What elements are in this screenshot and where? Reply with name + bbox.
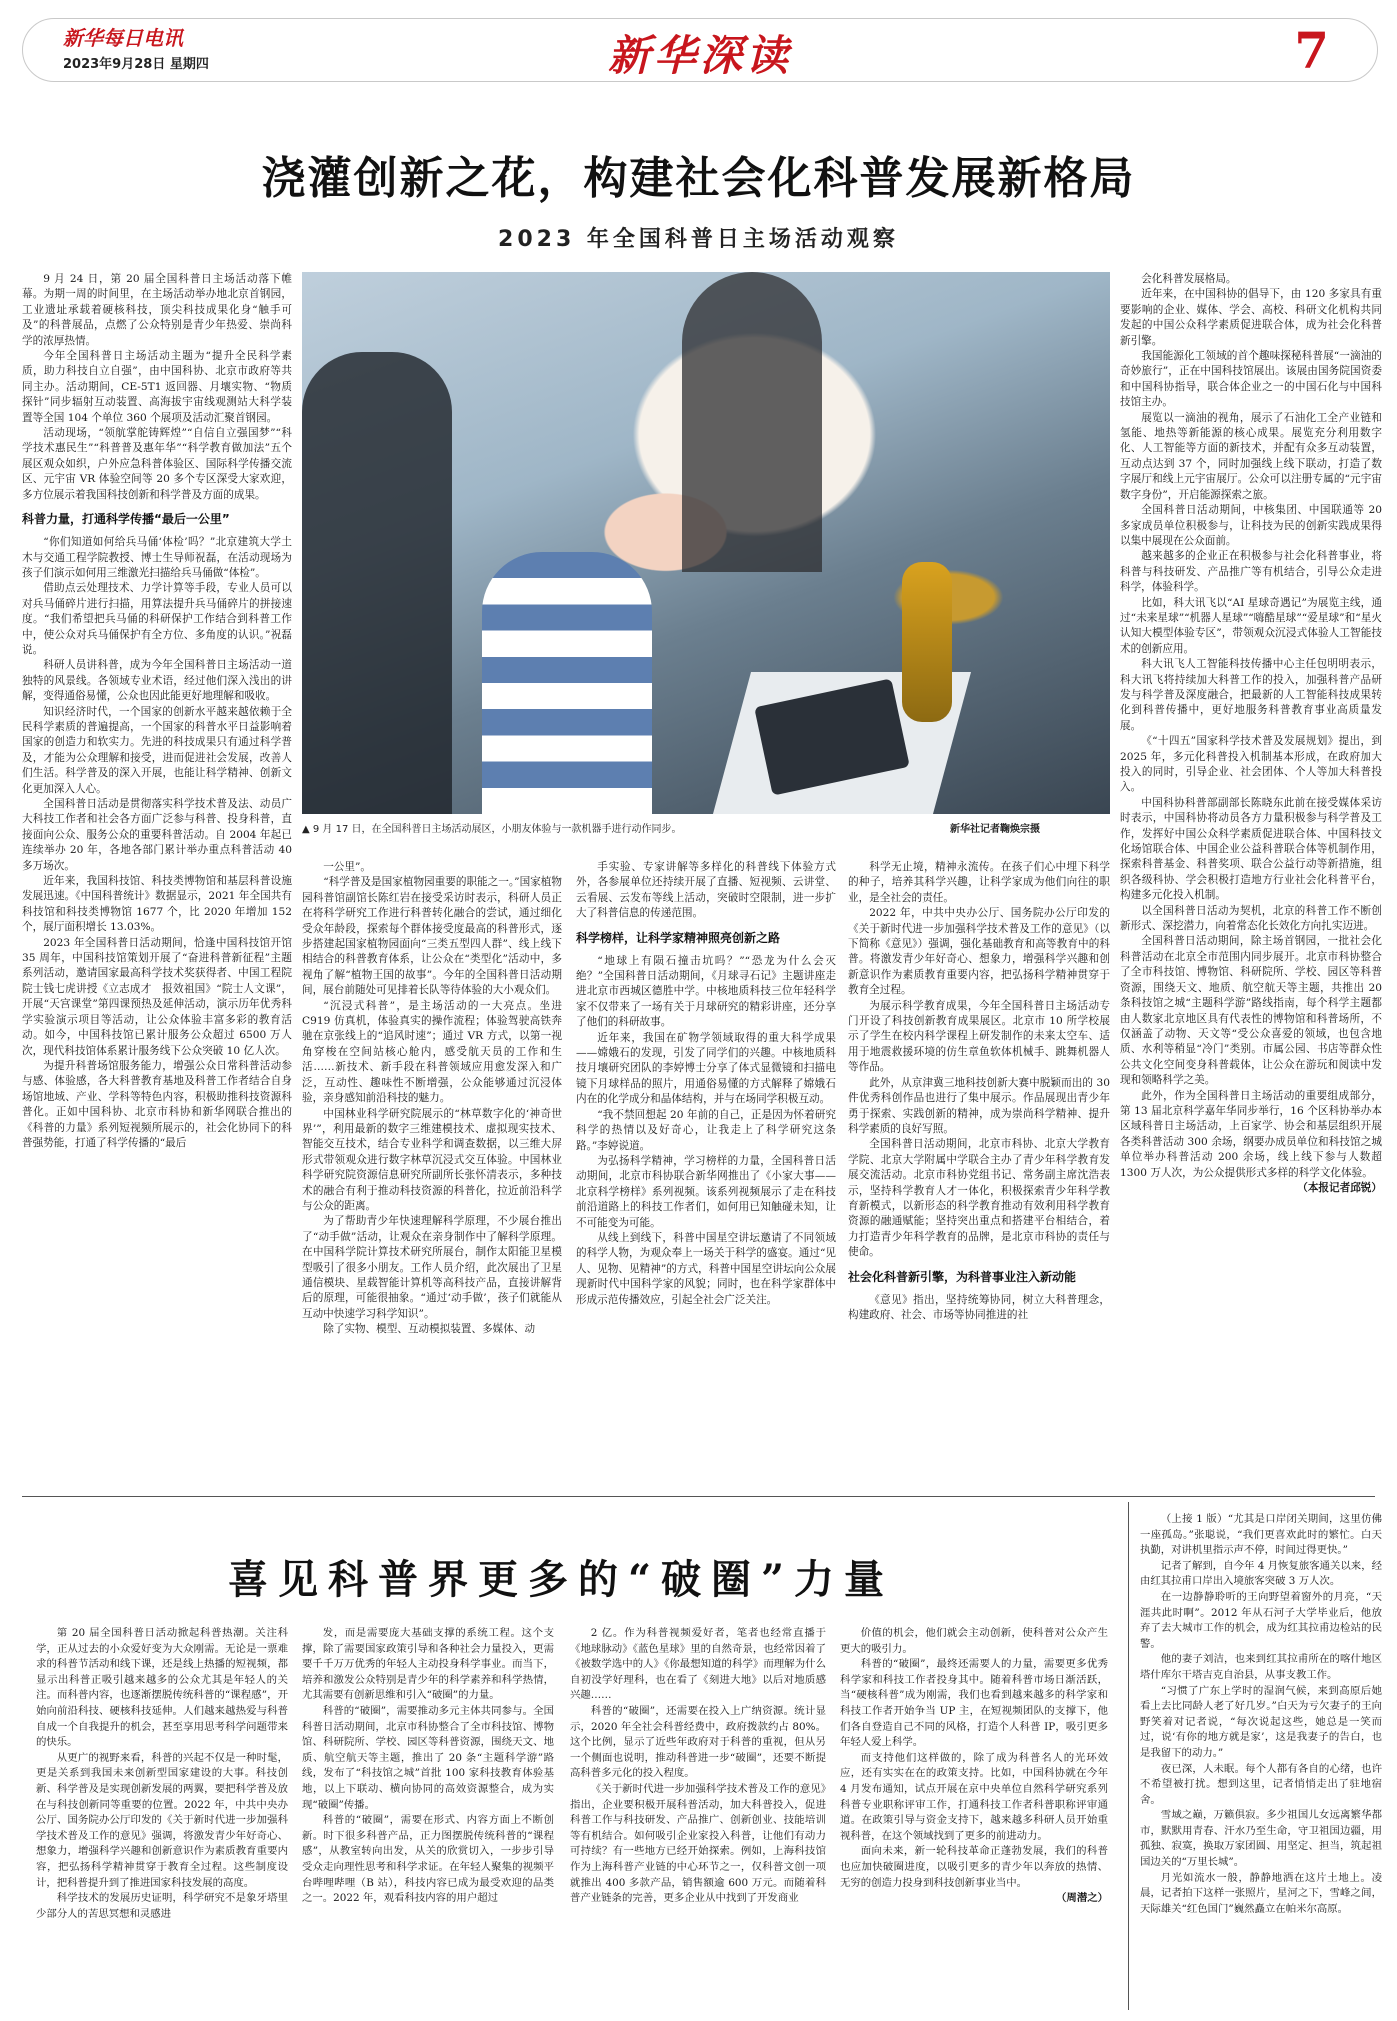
paragraph: 一公里”。 [323,861,371,873]
paragraph: 第 20 届全国科普日活动掀起科普热潮。关注科学，正从过去的小众爱好变为大众刚需。无论是一票难求的科普节活动和线下课，还是线上热播的短视频，都显示出科普正吸引越来越多的公众尤其是年轻人的关注。而科普内容，也逐渐摆脱传统科普的“课程感”，开始向前沿科技、硬核科技延伸。人们越来越热爱与科普自成一个自我提升的机会，甚至享用思考科学问题带来的快乐。 [36,1627,288,1749]
paragraph: 借助点云处理技术、力学计算等手段，专业人员可以对兵马俑碎片进行扫描，用算法提升兵马俑碎片的拼接速度。“我们希望把兵马俑的科研保护工作结合到科普工作中，使公众对兵马俑保护有全方位、多角度的认识。”祝磊说。 [22,582,292,656]
section-divider [22,1496,1375,1497]
paragraph: 科普的“破圈”，还需要在投入上广纳资源。统计显示，2020 年全社会科普经费中，政府拨款约占 80%。这个比例，显示了近些年政府对于科普的重视，但从另一个侧面也说明，推动科普进一步“破圈”，还要不断提高科普多元化的投入程度。 [570,1704,826,1780]
paragraph: 科大讯飞人工智能科技传播中心主任包明明表示，科大讯飞将持续加大科普工作的投入，加强科普产品研发与科学普及深度融合，把最新的人工智能科技成果转化到科普传播中，更好地服务科普教育事业高质量发展。 [1120,658,1382,732]
article2-column-3 [570,1626,826,2012]
paragraph: “科学普及是国家植物园重要的职能之一。”国家植物园科普馆副馆长陈红岩在接受采访时表示，科研人员正在将科学研究工作进行科普转化融合的尝试，通过细化受众年龄段，探索每个群体接受度最高的科普形式，逐步搭建起国家植物园面向“三类五型四人群”、线上线下相结合的科普教育体系，让公众在“类型化”活动中，多视角了解“植物王国的故事”。今年的全国科普日活动期间，展台前随处可见排着长队等待体验的大小观众们。 [302,876,562,997]
paragraph: （上接 1 版）“尤其是口岸闭关期间，这里仿佛一座孤岛。”张聪说，“我们更喜欢此时的繁忙。白天执勤，对讲机里指示声不停，时间过得更快。” [1140,1513,1382,1557]
brand-name: 新华每日电讯 [63,26,183,50]
paragraph: 以全国科普日活动为契机，北京的科普工作不断创新形式、深挖潜力，向着常态化长效化方向扎实迈进。 [1120,904,1382,933]
paragraph: “你们知道如何给兵马俑‘体检’吗？”北京建筑大学土木与交通工程学院教授、博士生导师祝磊，在活动现场为孩子们演示如何用三维激光扫描给兵马俑做“体检”。 [22,536,292,579]
paragraph: 近年来，在中国科协的倡导下，由 120 多家具有重要影响的企业、媒体、学会、高校、科研文化机构共同发起的中国公众科学素质促进联合体，成为社会化科普新引擎。 [1120,288,1382,347]
paragraph: 近年来，我国科技馆、科技类博物馆和基层科普设施发展迅速。《中国科普统计》数据显示，2021 年全国共有科技馆和科技类博物馆 1677 个，比 2020 年增加 152 个，展厅面积增长 13.03%。 [22,875,292,934]
paragraph: 记者了解到，自今年 4 月恢复旅客通关以来，经由红其拉甫口岸出入境旅客突破 3 万人次。 [1140,1559,1382,1588]
paragraph: 发，而是需要庞大基础支撑的系统工程。这个支撑，除了需要国家政策引导和各种社会力量投入，更需要千千万万优秀的年轻人主动投身科学事业。而当下，培养和激发公众特别是青少年的科学素养和科学热情，尤其需要有创新思维和引入“破圈”的力量。 [302,1627,554,1702]
event-photo [302,272,1110,814]
article1-column-1 [22,272,292,1484]
paragraph: 此外，从京津冀三地科技创新大赛中脱颖而出的 30 件优秀科创作品也进行了集中展示。作品展现出青少年勇于探索、实践创新的精神，成为崇尚科学精神、提升科学素质的良好写照。 [848,1076,1110,1135]
paragraph: 科研人员讲科普，成为今年全国科普日主场活动一道独特的风景线。各领域专业术语，经过他们深入浅出的讲解，变得通俗易懂，公众也因此能更好地理解和吸收。 [22,659,292,703]
section-heading: 科学榜样，让科学家精神照亮创新之路 [576,930,781,945]
paragraph: 为展示科学教育成果，今年全国科普日主场活动专门开设了科技创新教育成果展区。北京市 10 所学校展示了学生在校内科学课程上研发制作的未来太空车、适用于地震救援环境的仿生章鱼软体机械手、跳舞机器人等作品。 [848,999,1110,1074]
paragraph: 今年全国科普日主场活动主题为“提升全民科学素质，助力科技自立自强”，由中国科协、北京市政府等共同主办。活动期间，CE-5T1 返回器、月壤实物、“物质探针”同步辐射互动装置、高海拔宇宙线观测站大科学装置等全国 104 个单位 360 个展项及活动汇聚首钢园。 [22,350,292,424]
article1-column-2 [302,860,562,1484]
photo-credit: 新华社记者鞠焕宗摄 [950,824,1040,835]
section-heading: 社会化科普新引擎，为科普事业注入新动能 [848,1269,1077,1284]
issue-date: 2023年9月28日 星期四 [63,57,209,72]
photo-caption [302,820,1110,835]
paragraph: “地球上有陨石撞击坑吗？”“恐龙为什么会灭绝？”全国科普日活动期间，《月球寻石记》主题讲座走进北京市西城区德胜中学。中核地质科技三位年轻科学家不仅带来了一场有关于月球研究的精彩讲座，还分享了他们的科研故事。 [576,954,836,1029]
page-number: 7 [1294,21,1329,80]
paragraph: 而支持他们这样做的，除了成为科普名人的光环效应，还有实实在在的政策支持。比如，中国科协就在今年 4 月发布通知，试点开展在京中央单位自然科学研究系列科普专业职称评审工作，打通科技工作者科普职称评审通道。在政策引导与资金支持下，越来越多科研人员开始重视科普，在这个领域找到了更多的前进动力。 [840,1751,1108,1842]
paragraph: 展览以一滴油的视角，展示了石油化工全产业链和氢能、地热等新能源的核心成果。展览充分利用数字化、人工智能等方面的新技术，并配有众多互动装置，互动点达到 37 个，同时加强线上线下联动，打造了数字展厅和线上元宇宙展厅。公众可以注册专属的“元宇宙数字身份”，开启能源探索之旅。 [1120,411,1382,501]
paragraph: 全国科普日活动期间，除主场首钢园，一批社会化科普活动在北京全市范围内同步展开。北京市科协整合了全市科技馆、博物馆、科研院所、学校、园区等科普资源，围绕天文、地质、航空航天等主题，共推出 20 条科技馆之城“主题科学游”路线指南，每个科学主题都由人数家北京地区具有代表性的博物馆和科普场所，不仅涵盖了动物、天文等“受公众喜爱的领域，也包含地质、水利等稍显“冷门”类别。市属公园、书店等群众性公共文化空间变身科普载体，让公众在游玩和阅读中发现和领略科学之美。 [1120,935,1382,1087]
masthead [22,18,1378,82]
paragraph: 科学无止境，精神永流传。在孩子们心中埋下科学的种子，培养其科学兴趣，让科学家成为他们向往的职业，是全社会的责任。 [848,861,1110,904]
paragraph: 越来越多的企业正在积极参与社会化科普事业，将科普与科技研发、产品推广等有机结合，引导公众走进科学，体验科学。 [1120,550,1382,594]
main-subhead: 2023 年全国科普日主场活动观察 [498,227,899,252]
paragraph: 活动现场，“领航掌舵铸辉煌”“自信自立强国梦”“科学技术惠民生”“科普普及惠年华”“科学教育做加法”五个展区观众如织，户外应急科普体验区、国际科学传播交流区、元宇宙 VR 体验空间等 20 多个专区深受大家欢迎，多方位展示着我国科技创新和科学普及方面的成果。 [22,427,292,501]
paragraph: 会化科普发展格局。 [1141,273,1237,285]
paragraph: 雪域之巅，万籁俱寂。多少祖国儿女远离繁华都市，默默用青春、汗水乃至生命，守卫祖国边疆，用孤独、寂寞，换取万家团圆、用坚定、担当，筑起祖国边关的“万里长城”。 [1140,1809,1382,1869]
paragraph: 科普的“破圈”，最终还需要人的力量，需要更多优秀科学家和科技工作者投身其中。随着科普市场日渐活跃，当“硬核科普”成为刚需，我们也看到越来越多的科学家和科技工作者开始争当 UP 主，在短视频团队的支撑下，他们各自登造自己不同的风格，打造个人科普 IP，吸引更多年轻人爱上科学。 [840,1658,1108,1749]
second-headline: 喜见科普界更多的“破圈”力量 [227,1556,894,1603]
paragraph: “习惯了广东上学时的湿润气候，来到高原后她看上去比同龄人老了好几岁。”白天为亏欠妻子的王向野笑着对记者说，“每次说起这些，她总是一笑而过，说‘有你的地方就是家’，这是我妻子的告白，也是我留下的动力。” [1140,1684,1382,1759]
article1-column-4 [848,860,1110,1484]
paragraph: 手实验、专家讲解等多样化的科普线下体验方式外，各参展单位还持续开展了直播、短视频、云讲堂、云看展、云发布等线上活动，突破时空限制，进一步扩大了科普信息的传递范围。 [576,861,836,920]
paragraph: 为了帮助青少年快速理解科学原理，不少展台推出了“动手做”活动，让观众在亲身制作中了解科学原理。在中国科学院计算技术研究所展台，制作太阳能卫星模型吸引了很多小朋友。工作人员介绍，此次展出了卫星通信模块、星载智能计算机等高科技产品，直接讲解背后的原理，可能很抽象。“通过‘动手做’，孩子们就能从互动中快速学习科学知识”。 [302,1215,562,1320]
paragraph: 2022 年，中共中央办公厅、国务院办公厅印发的《关于新时代进一步加强科学技术普及工作的意见》（以下简称《意见》）强调，强化基础教育和高等教育中的科普。将激发青少年好奇心、想象力，增强科学兴趣和创新意识作为素质教育重要内容，把弘扬科学精神贯穿于教育全过程。 [848,907,1110,997]
article1-column-5 [1120,272,1382,1484]
article2-column-2 [302,1626,554,2012]
paragraph: 面向未来，新一轮科技革命正蓬勃发展，我们的科普也应加快破圈进度，以吸引更多的青少年以奔放的热情、无穷的创造力投身到科技创新事业当中。 [840,1845,1108,1889]
paragraph: 全国科普日活动期间，北京市科协、北京大学教育学院、北京大学附属中学联合主办了青少年科学教育发展交流活动。北京市科协党组书记、常务副主席沈浩表示，坚持科学教育人才一体化，积极探索青少年科学教育新模式，以新形态的科学教育推动有效利用科学教育资源的融通赋能；坚持突出重点和搭建平台相结合，着力打造青少年科学教育的品牌，是北京市科协的责任与使命。 [848,1138,1110,1259]
paragraph: 《“十四五”国家科学技术普及发展规划》提出，到 2025 年，多元化科普投入机制基本形成，在政府加大投入的同时，引导企业、社会团体、个人等加大科普投入。 [1120,735,1382,794]
paragraph: 全国科普日活动是贯彻落实科学技术普及法、动员广大科技工作者和社会各方面广泛参与科普、投身科普，直接面向公众、服务公众的重要科普活动。自 2004 年起已连续举办 20 年，各地各部门累计举办重点科普活动 40 多万场次。 [22,798,292,872]
paragraph: 《关于新时代进一步加强科学技术普及工作的意见》指出，企业要积极开展科普活动，加大科普投入，促进科普工作与科技研发、产品推广、创新创业、技能培训等有机结合。如何吸引企业家投入科普，让他们有动力可持续？有一些地方已经开始探索。例如，上海科技馆作为上海科普产业链的中心环节之一，仅科普文创一项就推出 400 多款产品，销售额逾 600 万元。而随着科普产业链条的完善，更多企业从中找到了开发商业 [570,1782,826,1905]
paragraph: 从更广的视野来看，科普的兴起不仅是一种时髦，更是关系到我国未来创新型国家建设的大事。科技创新、科学普及是实现创新发展的两翼，要把科学普及放在与科技创新同等重要的位置。2022 年，中共中央办公厅、国务院办公厅印发的《关于新时代进一步加强科学技术普及工作的意见》强调，将激发青少年好奇心、想象力，增强科学兴趣和创新意识作为素质教育重要内容，把弘扬科学精神贯穿于教育全过程。这些制度设计，把科普提升到了推进国家科技发展的高度。 [36,1751,288,1889]
main-headline: 浇灌创新之花，构建社会化科普发展新格局 [261,153,1136,204]
article1-column-3 [576,860,836,1484]
paragraph: 他的妻子刘洁，也来到红其拉甫所在的喀什地区塔什库尔干塔吉克自治县，从事支教工作。 [1140,1653,1382,1681]
paragraph: 此外，作为全国科普日主场活动的重要组成部分，第 13 届北京科学嘉年华同步举行，16 个区科协举办本区域科普日主场活动，上百家学、协会和基层组织开展各类科普活动 300 余场，纲要办成员单位和科技馆之城单位举办科普活动 200 余场，线上线下参与人数超 1300 万人次，为公众提供形式多样的科学文化体验。 [1120,1089,1382,1179]
paragraph: 科普的“破圈”，需要在形式、内容方面上不断创新。时下很多科普产品，正力图摆脱传统科普的“课程感”，从教室转向出发，从关的欣赏切入，一步步引导受众走向理性思考和科学求证。在年轻人聚集的视频平台哔哩哔哩（B 站），科技内容已成为最受欢迎的品类之一。2022 年，观看科技内容的用户超过 [302,1814,554,1905]
paragraph: 科学技术的发展历史证明，科学研究不是象牙塔里少部分人的苦思冥想和灵感进 [36,1892,288,1920]
section-heading: 科普力量，打通科学传播“最后一公里” [22,512,230,527]
article2-column-4 [840,1626,1108,2012]
paragraph: 在一边静静聆听的王向野望着窗外的月亮，“天涯共此时啊”。2012 年从石河子大学毕业后，他放弃了去大城市工作的机会，成为红其拉甫边检站的民警。 [1140,1590,1382,1650]
article2-column-1 [36,1626,288,2012]
paragraph: 知识经济时代，一个国家的创新水平越来越依赖于全民科学素质的普遍提高，一个国家的科普水平日益影响着国家的创造力和软实力。先进的科技成果只有通过科学普及，才能为公众理解和接受，进而促进社会发展，改善人们生活。科学普及的深入开展，也能让科学精神、创新文化更加深入人心。 [22,705,292,795]
paragraph: 全国科普日活动期间，中核集团、中国联通等 20 多家成员单位积极参与，让科技为民的创新实践成果得以集中展现在公众面前。 [1120,504,1382,547]
paragraph: “沉浸式科普”，是主场活动的一大亮点。坐进 C919 仿真机，体验真实的操作流程；体验驾驶高铁奔驰在京张线上的“追风时速”；通过 VR 方式，以第一视角穿梭在空间站核心舱内，感受航天员的工作和生活……新技术、新手段在科普领域应用愈发深入和广泛，互动性、趣味性不断增强，公众能够通过沉浸体验，亲身感知前沿科技的魅力。 [302,999,562,1105]
paragraph: 价值的机会，他们就会主动创新，使科普对公众产生更大的吸引力。 [840,1627,1108,1655]
paragraph: 中国林业科学研究院展示的“林草数字化的‘神奇世界’”，利用最新的数字三维建模技术、虚拟现实技术、智能交互技术，结合专业科学和调查数据，以三维大屏形式带领观众进行数字林草沉浸式交互体验。中国林业科学研究院资源信息研究所副所长张怀清表示，多种技术的融合有利于推动科技资源的科普化，拉近前沿科学与公众的距离。 [302,1107,562,1212]
author-byline: （周潜之） [1056,1892,1108,1905]
paragraph: 2023 年全国科普日活动期间，恰逢中国科技馆开馆 35 周年，中国科技馆策划开展了“奋进科普新征程”主题系列活动，邀请国家最高科学技术奖获得者、中国工程院院士钱七虎讲授《立志成才 报效祖国》“院士人文课”，开展“天宫课堂”第四课预热及延伸活动，演示历年优秀科学实验演示项目等活动，让公众体验丰富多彩的教育活动。如今，中国科技馆已累计服务公众超过 6500 万人次，现代科技馆体系累计服务线下公众突破 10 亿人次。 [22,936,292,1057]
paragraph: 月光如流水一般，静静地洒在这片土地上。凌晨，记者拍下这样一张照片，星河之下，雪峰之间，天际雄关“红色国门”巍然矗立在帕米尔高原。 [1140,1871,1382,1915]
photo-caption-text: ▲ 9 月 17 日，在全国科普日主场活动展区，小朋友体验与一款机器手进行动作同步。 [302,824,682,835]
article3-column [1140,1512,1382,2012]
paragraph: 从线上到线下，科普中国星空讲坛邀请了不同领域的科学人物，为观众奉上一场关于科学的盛宴。通过“见人、见物、见精神”的方式，科普中国星空讲坛向公众展现新时代中国科学家的风貌；同时，也在科学家群体中形成示范传播效应，引起全社会广泛关注。 [576,1231,836,1306]
paragraph: 近年来，我国在矿物学领域取得的重大科学成果——嫦娥石的发现，引发了同学们的兴趣。中核地质科技月壤研究团队的李婷博士分享了体式显微镜和扫描电镜下月球样品的照片，用通俗易懂的方式解释了嫦娥石内在的化学成分和晶体结构，并与在场同学积极互动。 [576,1031,836,1106]
paragraph: 为弘扬科学精神，学习榜样的力量，全国科普日活动期间，北京市科协联合新华网推出了《小家大事——北京科学榜样》系列视频。该系列视频展示了走在科技前沿道路上的科技工作者们，如何用已知触碰未知，让不可能变为可能。 [576,1154,836,1229]
paragraph: 夜已深，人未眠。每个人都有各自的心绪，也许不希望被打扰。想到这里，记者悄悄走出了驻地宿舍。 [1140,1762,1382,1806]
paragraph: “我不禁回想起 20 年前的自己，正是因为怀着研究科学的热情以及好奇心，让我走上了科学研究这条路。”李婷说道。 [576,1108,836,1152]
paragraph: 2 亿。作为科普视频爱好者，笔者也经常直播于《地球脉动》《蓝色星球》里的自然奇景，也经常因着了《被数学选中的人》《你最想知道的科学》而理解为什么自初没学好理科，也在看了《刻进大地》以后对地质感兴趣…… [570,1627,826,1702]
paragraph: 为提升科普场馆服务能力，增强公众日常科普活动参与感、体验感，各大科普教育基地及科普工作者结合自身场馆地域、产业、学科等特色内容，积极助推科技资源科普化。正如中国科协、北京市科协和新华网联合推出的《科普的力量》系列短视频所展示的，社会化协同下的科普强势能，打通了科学传播的“最后 [22,1059,292,1149]
paragraph: 中国科协科普部副部长陈晓东此前在接受媒体采访时表示，中国科协将动员各方力量积极参与科学普及工作，发挥好中国公众科学素质促进联合体、中国科技文化场馆联合体、中国企业公益科普联合体等机制作用，探索科普基金、科普奖项、联合公益行动等新措施，组织各级科协、学会积极打造地方行业社会化科普平台，构建多元化投入机制。 [1120,796,1382,902]
section-title: 新华深读 [607,31,792,80]
paragraph: 科普的“破圈”，需要推动多元主体共同参与。全国科普日活动期间，北京市科协整合了全市科技馆、博物馆、科研院所、学校、园区等科普资源，围绕天文、地质、航空航天等主题，推出了 20 条“主题科学游”路线，发布了“科技馆之城”首批 100 家科技教育体验基地，以上下联动、横向协同的高效资源整合，成为实现“破圈”传播。 [302,1704,554,1811]
paragraph: 《意见》指出，坚持统筹协同，树立大科普理念，构建政府、社会、市场等协同推进的社 [848,1293,1110,1321]
column-divider [1128,1502,1129,2010]
paragraph: 9 月 24 日，第 20 届全国科普日主场活动落下帷幕。为期一周的时间里，在主场活动举办地北京首钢园，工业遗址承载着硬核科技，顶尖科技成果化身“触手可及”的科普展品，点燃了公众特别是青少年热爱、崇尚科学的浓厚热情。 [22,273,292,347]
author-byline: （本报记者邱锐） [1297,1181,1382,1194]
paragraph: 我国能源化工领域的首个趣味探秘科普展“一滴油的奇妙旅行”，正在中国科技馆展出。该展由国务院国资委和中国科协指导，联合体企业之一的中国石化与中国科技馆主办。 [1120,350,1382,409]
paragraph: 除了实物、模型、互动模拟装置、多媒体、动 [323,1323,536,1336]
paragraph: 比如，科大讯飞以“AI 星球奇遇记”为展览主线，通过“未来星球”“机器人星球”“嗨酷星球”“爱星球”和“星火认知大模型体验专区”，带领观众沉浸式体验人工智能技术的创新应用。 [1120,596,1382,655]
